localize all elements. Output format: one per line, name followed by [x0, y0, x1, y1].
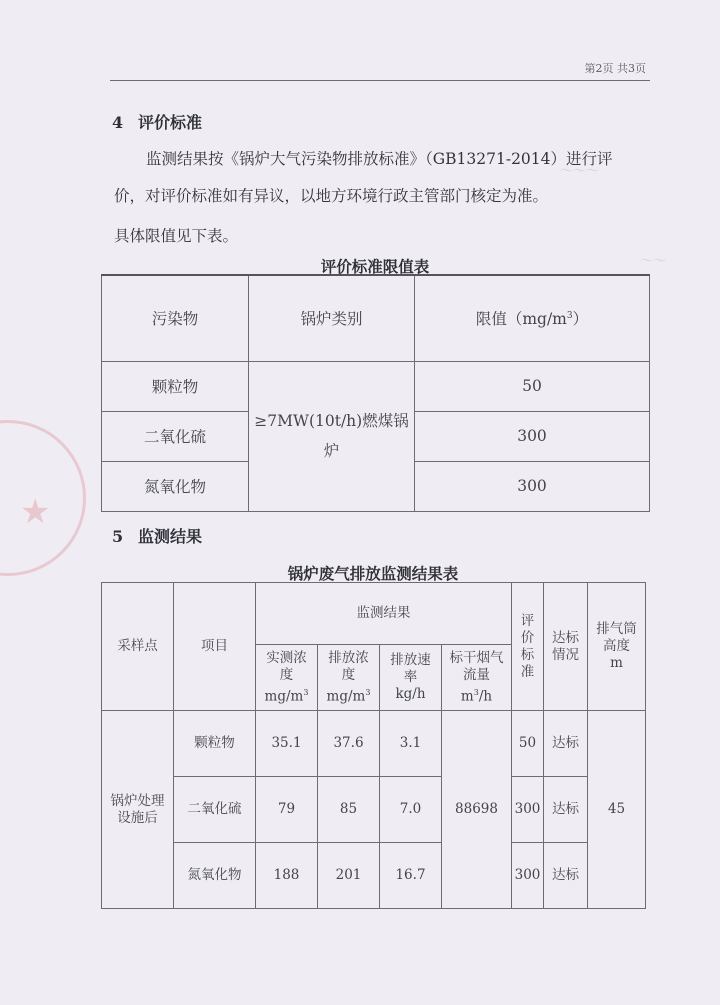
table-row: [102, 777, 646, 843]
table-row: [102, 843, 646, 909]
compliance-cell: 达标: [544, 711, 588, 777]
emission-cell: 201: [318, 843, 380, 909]
standard-cell: 300: [512, 843, 544, 909]
section-number: 5: [112, 527, 124, 546]
emission-cell: 85: [318, 777, 380, 843]
header-emission-concentration: 排放浓度 $mg/m^3$: [318, 645, 380, 711]
header-limit: 限值$(mg/m^3)$: [415, 275, 650, 361]
page-number: 第2页 共3页: [584, 62, 646, 75]
header-compliance: 达标情况: [544, 583, 588, 711]
faint-signature-trace: 〜〜〜: [560, 164, 600, 179]
pollutant-cell: 氮氧化物: [102, 461, 249, 511]
header-emission-rate: 排放速率 kg/h: [380, 645, 442, 711]
emission-cell: 37.6: [318, 711, 380, 777]
table-row: [102, 361, 650, 411]
section-title: 评价标准: [138, 113, 203, 132]
header-item: 项目: [174, 583, 256, 711]
rate-cell: 7.0: [380, 777, 442, 843]
measured-cell: 35.1: [256, 711, 318, 777]
limit-cell: 300: [415, 461, 650, 511]
header-stack-height: 排气筒高度 m: [588, 583, 646, 711]
limit-cell: 50: [415, 361, 650, 411]
rate-cell: 16.7: [380, 843, 442, 909]
boiler-type-cell: ≥7MW(10t/h)燃煤锅 炉: [249, 361, 415, 511]
section-4-heading: [112, 110, 202, 133]
standard-cell: 50: [512, 711, 544, 777]
standard-cell: 300: [512, 777, 544, 843]
standard-table-caption: 评价标准限值表: [320, 257, 430, 276]
header-pollutant: 污染物: [102, 275, 249, 361]
header-boiler-type: 锅炉类别: [249, 275, 415, 361]
compliance-cell: 达标: [544, 843, 588, 909]
rate-cell: 3.1: [380, 711, 442, 777]
stamp-star-icon: ★: [20, 492, 51, 532]
measured-cell: 79: [256, 777, 318, 843]
header-evaluation-standard: 评价标准: [512, 583, 544, 711]
paragraph-line: 监测结果按《锅炉大气污染物排放标准》（GB13271-2014）进行评: [146, 150, 613, 168]
faint-signature-trace: 〜〜: [640, 254, 667, 269]
header-sampling-point: 采样点: [102, 583, 174, 711]
item-cell: 氮氧化物: [174, 843, 256, 909]
paragraph-line: 具体限值见下表。: [114, 227, 239, 245]
header-monitoring-results: 监测结果: [256, 583, 512, 645]
table-row: [102, 711, 646, 777]
stack-height-cell: 45: [588, 711, 646, 909]
pollutant-cell: 颗粒物: [102, 361, 249, 411]
measured-cell: 188: [256, 843, 318, 909]
header-measured-concentration: 实测浓度 $mg/m^3$: [256, 645, 318, 711]
header-flue-gas-flow: 标干烟气流量 $m^3/h$: [442, 645, 512, 711]
item-cell: 颗粒物: [174, 711, 256, 777]
monitoring-result-table: [101, 582, 646, 909]
section-title: 监测结果: [138, 527, 203, 546]
standard-limit-table: [101, 274, 650, 512]
limit-cell: 300: [415, 411, 650, 461]
page-header: [110, 58, 650, 81]
sampling-point-cell: 锅炉处理设施后: [102, 711, 174, 909]
compliance-cell: 达标: [544, 777, 588, 843]
result-table-caption: 锅炉废气排放监测结果表: [287, 564, 459, 583]
paragraph-line: 价，对评价标准如有异议，以地方环境行政主管部门核定为准。: [114, 187, 549, 205]
section-5-heading: [112, 524, 202, 547]
flue-flow-cell: 88698: [442, 711, 512, 909]
item-cell: 二氧化硫: [174, 777, 256, 843]
section-number: 4: [112, 113, 124, 132]
pollutant-cell: 二氧化硫: [102, 411, 249, 461]
